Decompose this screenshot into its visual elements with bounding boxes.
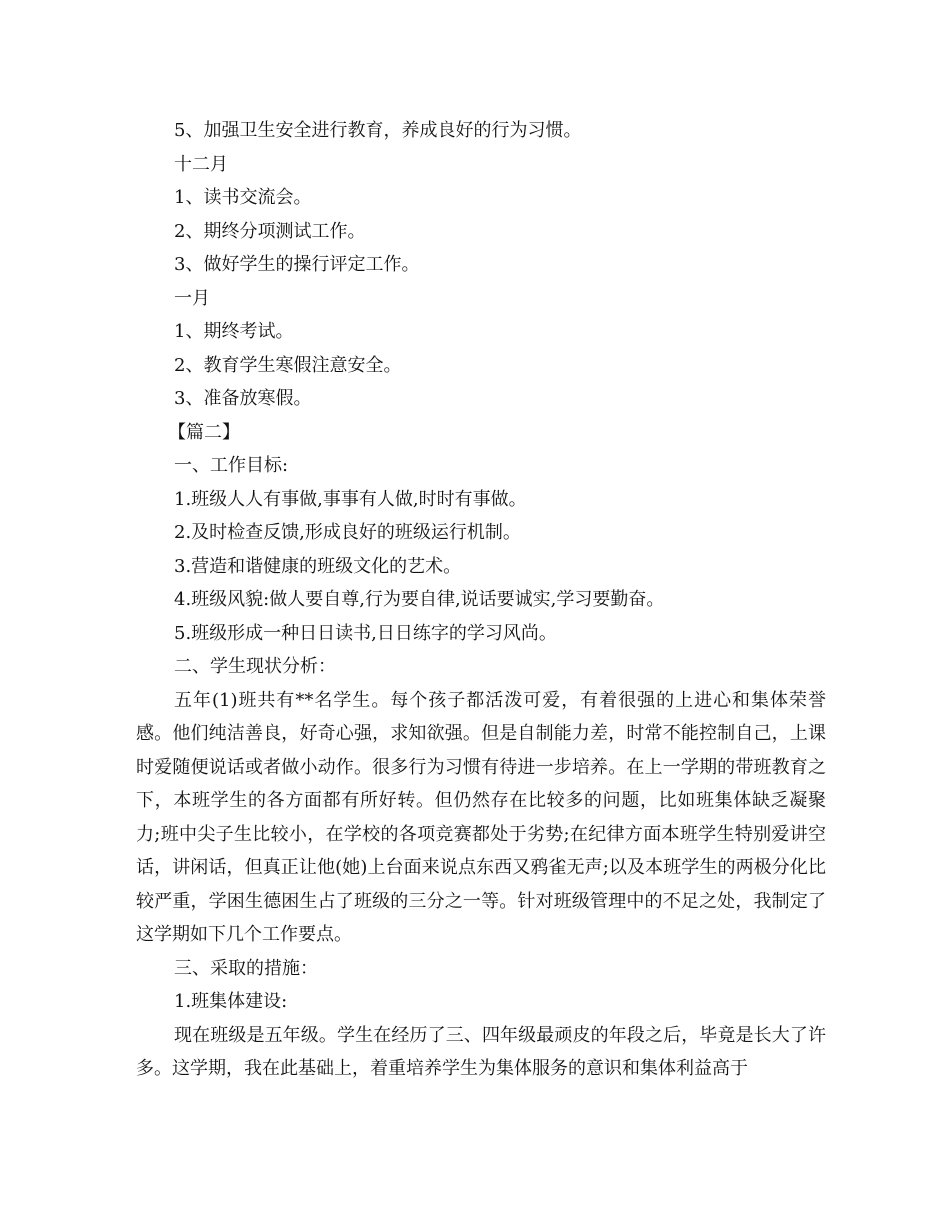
document-body — [136, 114, 826, 1086]
part-two-heading: 【篇二】 — [168, 421, 240, 443]
heading-measures: 三、采取的措施： — [174, 957, 318, 979]
section-heading-january: 一月 — [174, 287, 210, 309]
goal-item: 4.班级风貌:做人要自尊,行为要自律,说话要诚实,学习要勤奋。 — [174, 589, 665, 610]
text-line: 1、期终考试。 — [174, 321, 294, 342]
section-heading-december: 十二月 — [174, 153, 228, 175]
paragraph-student-analysis: 五年(1)班共有**名学生。每个孩子都活泼可爱，有着很强的上进心和集体荣誉感。他们纯洁善良，好奇心强，求知欲强。但是自制能力差，时常不能控制自己，上课时爱随便说话或者做小动作。很多行为习惯有待进一步培养。在上一学期的带班教育之下，本班学生的各方面都有所好转。但仍然存在比较多的问题，比如班集体缺乏凝聚力;班中尖子生比较小，在学校的各项竞赛都处于劣势;在纪律方面本班学生特别爱讲空话，讲闲话，但真正让他(她)上台面来说点东西又鸦雀无声;以及本班学生的两极分化比较严重，学困生德困生占了班级的三分之一等。针对班级管理中的不足之处，我制定了这学期如下几个工作要点。 — [136, 689, 826, 945]
goal-item: 1.班级人人有事做,事事有人做,时时有事做。 — [174, 488, 527, 510]
text-line: 2、期终分项测试工作。 — [174, 220, 366, 242]
paragraph-class-building: 现在班级是五年级。学生在经历了三、四年级最顽皮的年段之后，毕竟是长大了许多。这学期，我在此基础上，着重培养学生为集体服务的意识和集体利益高于 — [136, 1024, 826, 1079]
heading-student-analysis: 二、学生现状分析： — [174, 656, 336, 677]
text-line: 1、读书交流会。 — [174, 187, 312, 208]
text-line: 2、教育学生寒假注意安全。 — [174, 354, 402, 376]
goal-item: 5.班级形成一种日日读书,日日练字的学习风尚。 — [174, 622, 557, 644]
heading-work-goals: 一、工作目标: — [174, 455, 289, 476]
text-line: 5、加强卫生安全进行教育，养成良好的行为习惯。 — [174, 120, 582, 141]
goal-item: 2.及时检查反馈,形成良好的班级运行机制。 — [174, 522, 521, 543]
text-line: 3、做好学生的操行评定工作。 — [174, 254, 420, 275]
text-line: 3、准备放寒假。 — [174, 388, 312, 409]
heading-class-building: 1.班集体建设: — [174, 991, 288, 1012]
goal-item: 3.营造和谐健康的班级文化的艺术。 — [174, 555, 462, 577]
